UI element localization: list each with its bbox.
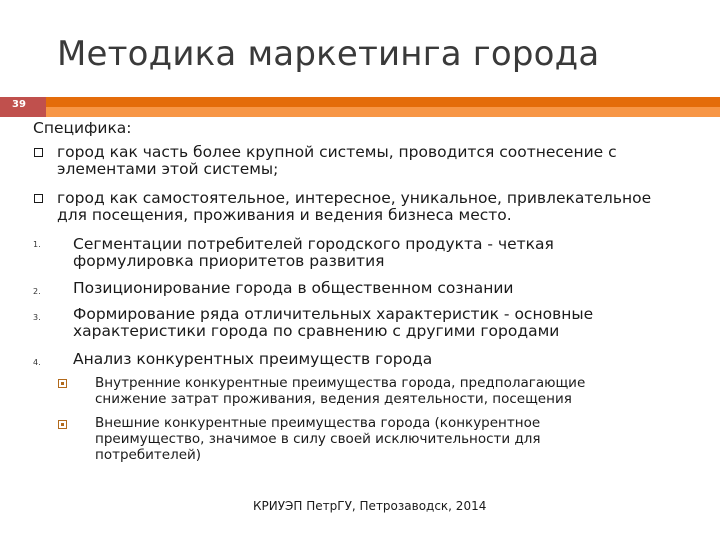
bullet-line: элементами этой системы; xyxy=(57,160,279,178)
sub-bullet-line: потребителей) xyxy=(95,447,202,463)
numbered-line: Анализ конкурентных преимуществ города xyxy=(73,350,433,368)
square-bullet-icon xyxy=(34,194,43,203)
square-bullet-icon xyxy=(34,148,43,157)
sub-bullet-line: Внутренние конкурентные преимущества города, предполагающие xyxy=(95,375,586,391)
slide-number: 39 xyxy=(12,99,26,110)
sub-bullet-icon xyxy=(58,379,67,388)
sub-bullet-line: снижение затрат проживания, ведения деятельности, посещения xyxy=(95,391,572,407)
list-number: 1. xyxy=(33,240,41,249)
accent-bar-lower xyxy=(46,107,720,117)
list-number: 4. xyxy=(33,358,41,367)
bullet-line: для посещения, проживания и ведения бизнеса место. xyxy=(57,206,512,224)
numbered-line: характеристики города по сравнению с другими городами xyxy=(73,322,560,340)
list-number: 2. xyxy=(33,287,41,296)
list-number: 3. xyxy=(33,313,41,322)
sub-bullet-line: преимущество, значимое в силу своей исключительности для xyxy=(95,431,541,447)
sub-bullet-icon xyxy=(58,420,67,429)
section-heading: Специфика: xyxy=(33,119,132,137)
slide-footer: КРИУЭП ПетрГУ, Петрозаводск, 2014 xyxy=(253,499,487,513)
numbered-line: Сегментации потребителей городского продукта - четкая xyxy=(73,235,554,253)
numbered-line: формулировка приоритетов развития xyxy=(73,252,385,270)
numbered-line: Формирование ряда отличительных характеристик - основные xyxy=(73,305,594,323)
numbered-line: Позиционирование города в общественном сознании xyxy=(73,279,514,297)
slide-title: Методика маркетинга города xyxy=(57,34,600,74)
bullet-line: город как самостоятельное, интересное, уникальное, привлекательное xyxy=(57,189,652,207)
sub-bullet-line: Внешние конкурентные преимущества города (конкурентное xyxy=(95,415,541,431)
slide-number-box xyxy=(0,97,46,117)
bullet-line: город как часть более крупной системы, проводится соотнесение с xyxy=(57,143,617,161)
